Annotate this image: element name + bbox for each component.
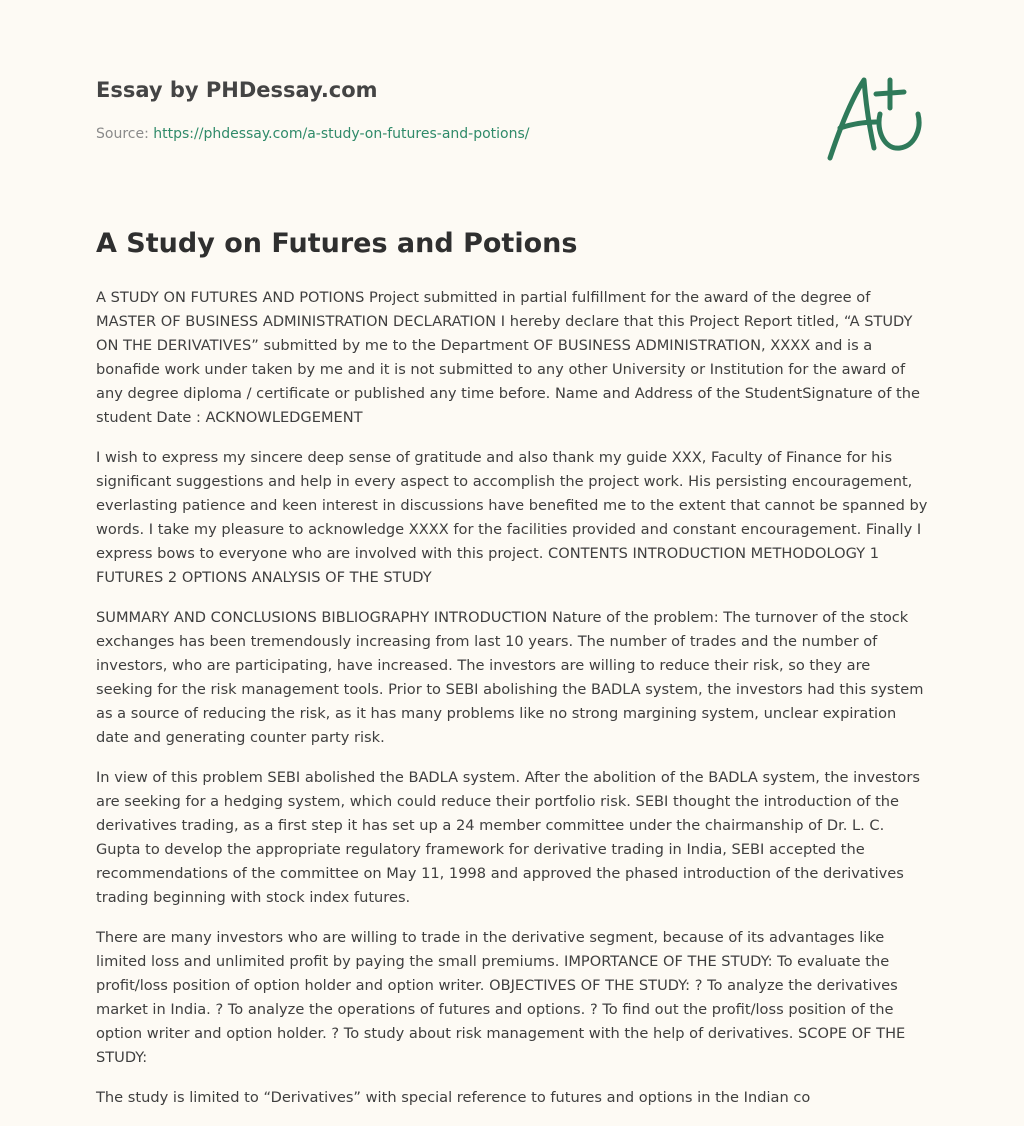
essay-paragraph: There are many investors who are willing to trade in the derivative segment, because of its advantages like limited loss and unlimited profit by paying the small premiums. IMPORTANCE OF THE STUDY: To evaluate the profit/loss position of option holder and option writer. OBJECTIVES OF THE STUDY: ? To analyze the derivatives market in India. ? To analyze the operations of futures and options. ? To find out the profit/loss position of the option writer and option holder. ? To study about risk management with the help of derivatives. SCOPE OF THE STUDY: (96, 929, 906, 1066)
essay-paragraph: I wish to express my sincere deep sense of gratitude and also thank my guide XXX, Faculty of Finance for his significant suggestions and help in every aspect to accomplish the project work. His persisting encouragement, everlasting patience and keen interest in discussions have benefited me to the extent that cannot be spanned by words. I take my pleasure to acknowledge XXXX for the facilities provided and constant encouragement. Finally I express bows to everyone who are involved with this project. CONTENTS INTRODUCTION METHODOLOGY 1 FUTURES 2 OPTIONS ANALYSIS OF THE STUDY (96, 449, 928, 586)
source-link[interactable]: https://phdessay.com/a-study-on-futures-and-potions/ (153, 126, 530, 142)
essay-title: A Study on Futures and Potions (96, 228, 578, 259)
essay-paragraph: In view of this problem SEBI abolished the BADLA system. After the abolition of the BADLA system, the investors are seeking for a hedging system, which could reduce their portfolio risk. SEBI thought the introduction of the derivatives trading, as a first step it has set up a 24 member committee under the chairmanship of Dr. L. C. Gupta to develop the appropriate regulatory framework for derivative trading in India, SEBI accepted the recommendations of the committee on May 11, 1998 and approved the phased introduction of the derivatives trading beginning with stock index futures. (96, 769, 920, 906)
source-label: Source: (96, 126, 149, 142)
site-brand: Essay by PHDessay.com (96, 78, 378, 102)
source-line (96, 124, 796, 144)
essay-paragraph: The study is limited to “Derivatives” with special reference to futures and options in the Indian co (96, 1089, 811, 1106)
essay-header (96, 76, 796, 144)
essay-paragraph: SUMMARY AND CONCLUSIONS BIBLIOGRAPHY INTRODUCTION Nature of the problem: The turnover of the stock exchanges has been tremendously increasing from last 10 years. The number of trades and the number of investors, who are participating, have increased. The investors are willing to reduce their risk, so they are seeking for the risk management tools. Prior to SEBI abolishing the BADLA system, the investors had this system as a source of reducing the risk, as it has many problems like no strong margining system, unclear expiration date and generating counter party risk. (96, 609, 924, 746)
essay-body (96, 286, 930, 1126)
a-plus-grade-icon (818, 66, 930, 166)
essay-paragraph: A STUDY ON FUTURES AND POTIONS Project submitted in partial fulfillment for the award of the degree of MASTER OF BUSINESS ADMINISTRATION DECLARATION I hereby declare that this Project Report titled, “A STUDY ON THE DERIVATIVES” submitted by me to the Department OF BUSINESS ADMINISTRATION, XXXX and is a bonafide work under taken by me and it is not submitted to any other University or Institution for the award of any degree diploma / certificate or published any time before. Name and Address of the StudentSignature of the student Date : ACKNOWLEDGEMENT (96, 289, 920, 426)
